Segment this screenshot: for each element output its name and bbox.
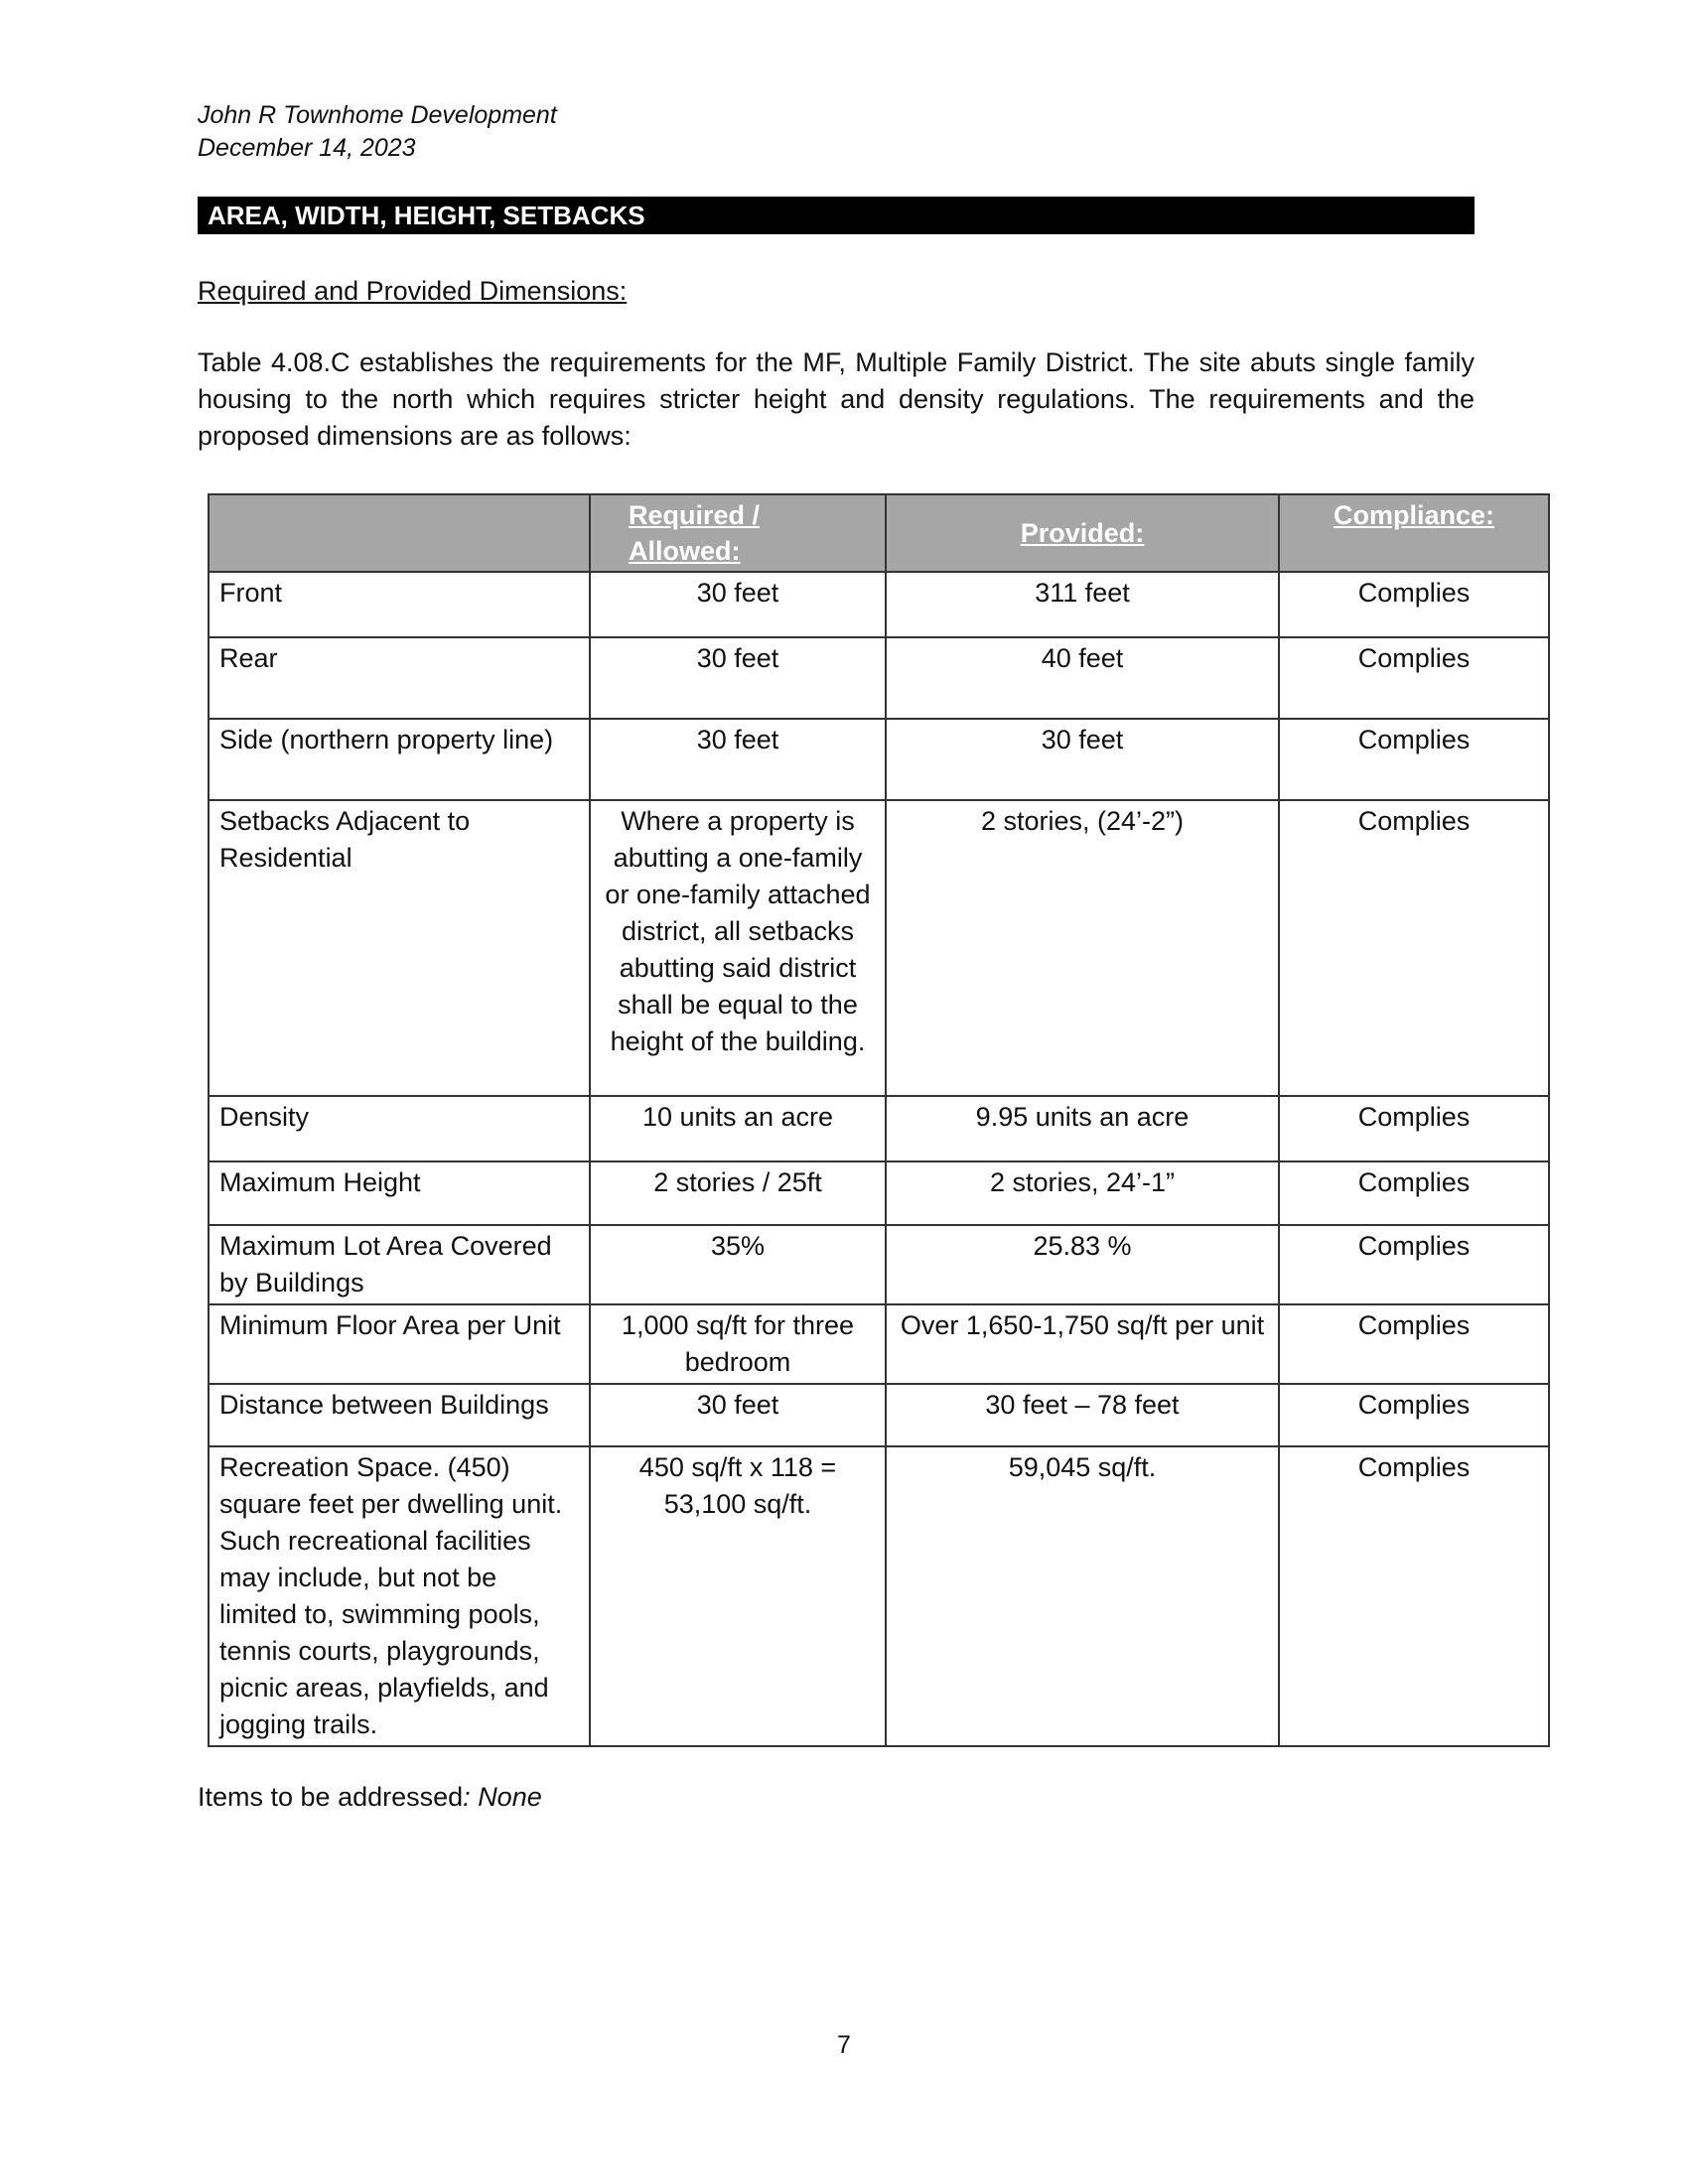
items-value: None	[478, 1782, 542, 1812]
table-row	[209, 1304, 1549, 1384]
row-compliance: Complies	[1279, 1096, 1549, 1161]
row-required: Where a property is abutting a one-family or one-family attached district, all setbacks abutting said district shall be equal to the height of the building.	[590, 800, 886, 1096]
row-item: Distance between Buildings	[209, 1384, 590, 1446]
project-name: John R Townhome Development	[198, 101, 557, 129]
table-row	[209, 572, 1549, 637]
items-colon: :	[463, 1782, 471, 1812]
items-label: Items to be addressed	[198, 1782, 464, 1812]
row-compliance: Complies	[1279, 1225, 1549, 1304]
table-row	[209, 800, 1549, 1096]
row-provided: 30 feet	[886, 719, 1279, 800]
row-required: 30 feet	[590, 719, 886, 800]
row-required: 30 feet	[590, 572, 886, 637]
header-provided: Provided:	[886, 494, 1279, 572]
row-compliance: Complies	[1279, 572, 1549, 637]
row-compliance: Complies	[1279, 637, 1549, 719]
row-item: Minimum Floor Area per Unit	[209, 1304, 590, 1384]
row-required: 1,000 sq/ft for three bedroom	[590, 1304, 886, 1384]
row-item: Rear	[209, 637, 590, 719]
row-provided: 2 stories, (24’-2”)	[886, 800, 1279, 1096]
row-required: 10 units an acre	[590, 1096, 886, 1161]
row-compliance: Complies	[1279, 1304, 1549, 1384]
table-row	[209, 637, 1549, 719]
row-compliance: Complies	[1279, 1161, 1549, 1225]
intro-paragraph: Table 4.08.C establishes the requirements for the MF, Multiple Family District. The site abuts single family housing to the north which requires stricter height and density regulations. The requirements and the proposed dimensions are as follows:	[198, 347, 1475, 451]
table-row	[209, 1384, 1549, 1446]
row-item: Setbacks Adjacent to Residential	[209, 800, 590, 1096]
row-item: Side (northern property line)	[209, 719, 590, 800]
row-item: Density	[209, 1096, 590, 1161]
row-required: 30 feet	[590, 1384, 886, 1446]
row-compliance: Complies	[1279, 1384, 1549, 1446]
row-item: Recreation Space. (450) square feet per dwelling unit. Such recreational facilities may include, but not be limited to, swimming pools, tennis courts, playgrounds, picnic areas, playfields, and jogging trails.	[209, 1446, 590, 1746]
row-provided: 9.95 units an acre	[886, 1096, 1279, 1161]
table-row	[209, 1096, 1549, 1161]
subheading: Required and Provided Dimensions:	[198, 276, 628, 306]
row-provided: 40 feet	[886, 637, 1279, 719]
row-item: Maximum Height	[209, 1161, 590, 1225]
header-required: Required / Allowed:	[590, 494, 886, 572]
page-number: 7	[837, 2031, 851, 2059]
row-provided: 59,045 sq/ft.	[886, 1446, 1279, 1746]
table-header-row	[209, 494, 1549, 572]
row-provided: Over 1,650-1,750 sq/ft per unit	[886, 1304, 1279, 1384]
row-item: Front	[209, 572, 590, 637]
row-compliance: Complies	[1279, 1446, 1549, 1746]
table-row	[209, 1225, 1549, 1304]
table-row	[209, 1161, 1549, 1225]
header-compliance: Compliance:	[1279, 494, 1549, 572]
items-to-address	[198, 1779, 542, 1815]
document-date: December 14, 2023	[198, 134, 416, 162]
row-provided: 30 feet – 78 feet	[886, 1384, 1279, 1446]
dimensions-table	[208, 493, 1550, 1747]
row-provided: 2 stories, 24’-1”	[886, 1161, 1279, 1225]
row-required: 30 feet	[590, 637, 886, 719]
row-provided: 25.83 %	[886, 1225, 1279, 1304]
row-required: 450 sq/ft x 118 = 53,100 sq/ft.	[590, 1446, 886, 1746]
table-row	[209, 719, 1549, 800]
section-title-bar: AREA, WIDTH, HEIGHT, SETBACKS	[198, 197, 1475, 234]
row-required: 35%	[590, 1225, 886, 1304]
row-required: 2 stories / 25ft	[590, 1161, 886, 1225]
table-row	[209, 1446, 1549, 1746]
row-provided: 311 feet	[886, 572, 1279, 637]
header-item	[209, 494, 590, 572]
row-compliance: Complies	[1279, 800, 1549, 1096]
row-item: Maximum Lot Area Covered by Buildings	[209, 1225, 590, 1304]
row-compliance: Complies	[1279, 719, 1549, 800]
